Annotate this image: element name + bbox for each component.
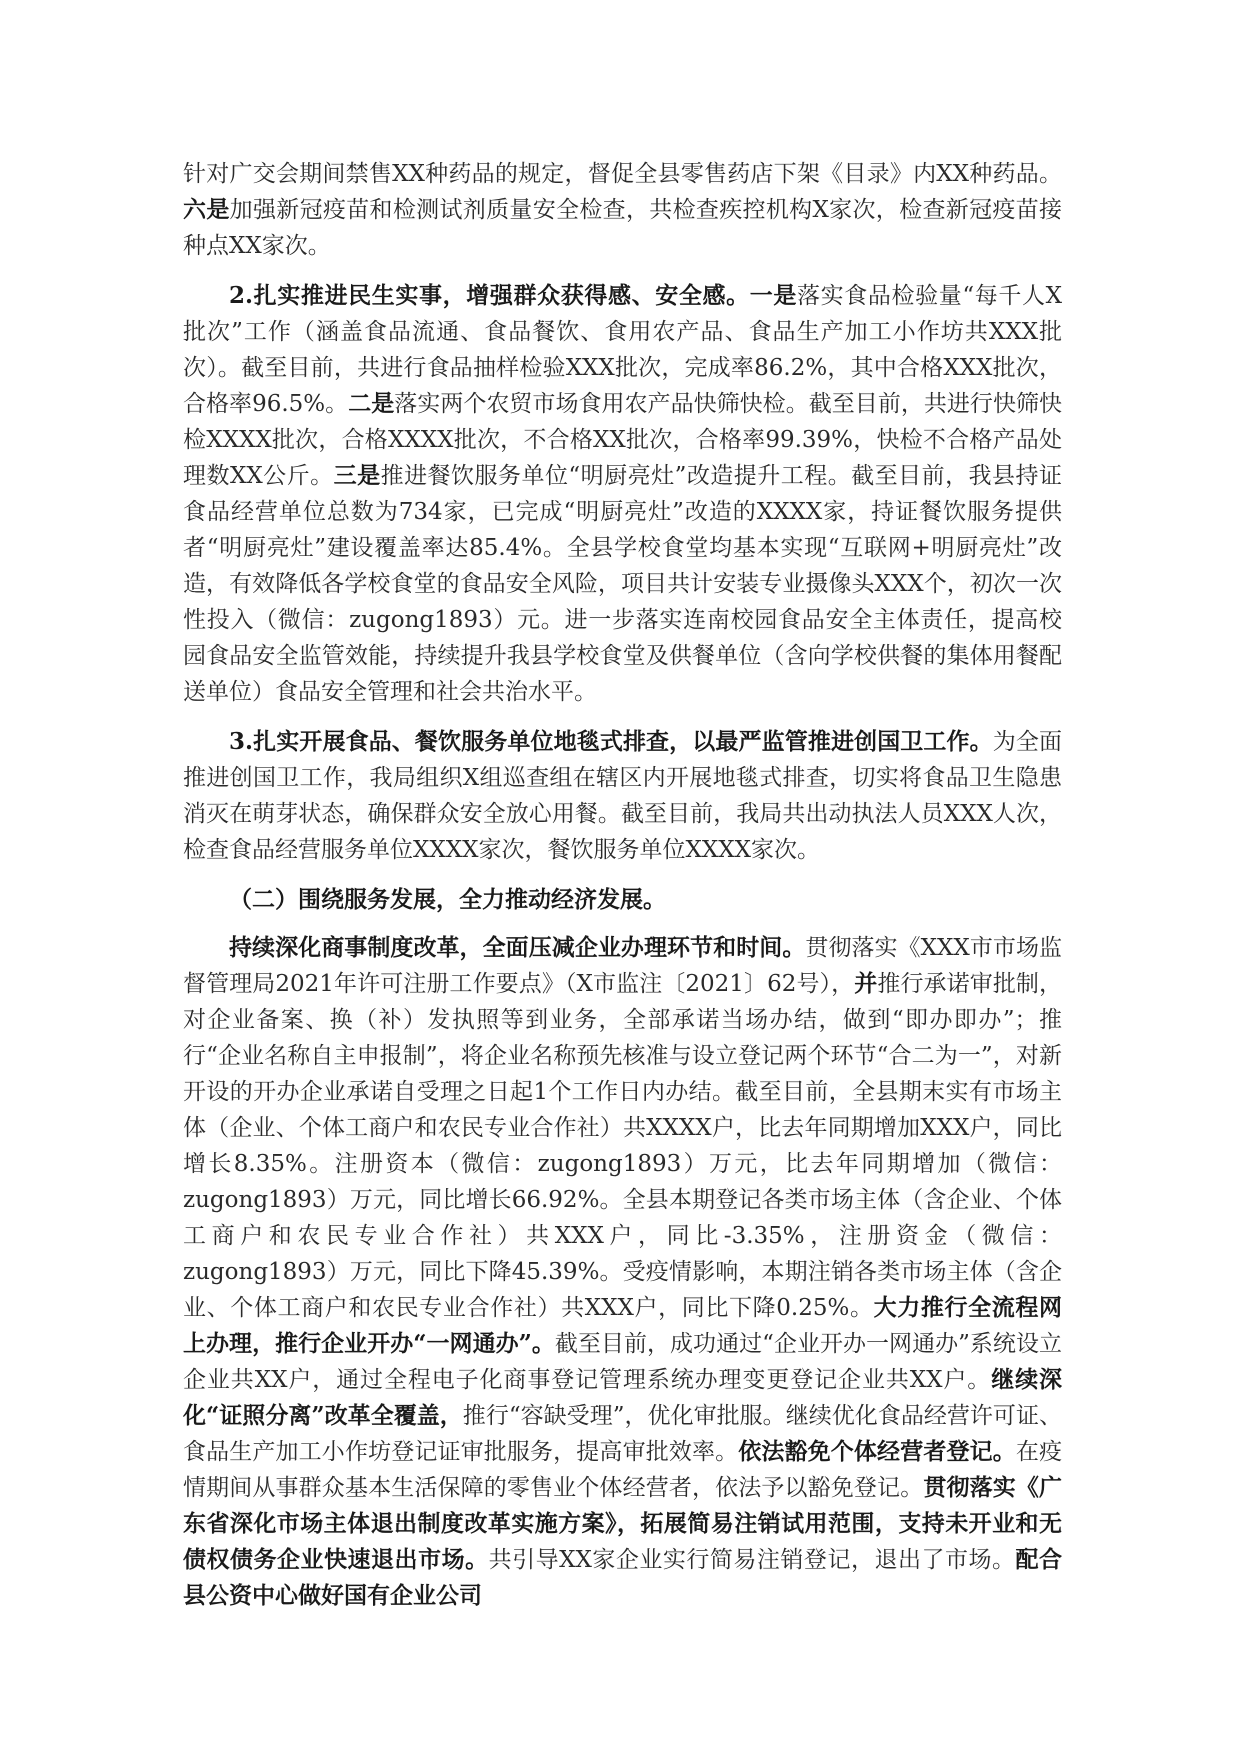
bold-lead: 贯彻落实《广东省深化市场主体退出制度改革实施方案》，拓展简易注销试用范围，支持未开业和无债权债务企业快速退出市场。 xyxy=(183,1474,1063,1573)
text: 针对广交会期间禁售XX种药品的规定，督促全县零售药店下架《目录》内XX种药品。 xyxy=(183,161,1062,187)
paragraph-heading: 2.扎实推进民生实事，增强群众获得感、安全感。 xyxy=(229,282,750,309)
text: 共引导XX家企业实行简易注销登记，退出了市场。 xyxy=(488,1547,1016,1573)
bold-lead: 配合县公资中心做好国有企业公司 xyxy=(183,1546,1063,1609)
paragraph-heading: 3.扎实开展食品、餐饮服务单位地毯式排查，以最严监管推进创国卫工作。 xyxy=(229,728,993,755)
text: 落实两个农贸市场食用农产品快筛快检。截至目前，共进行快筛快检XXXX批次，合格XXXX批次，不合格XX批次，合格率99.39%，快检不合格产品处理数XX公斤。 xyxy=(183,391,1063,489)
paragraph-inspection xyxy=(183,724,1062,868)
bold-marker: 六是 xyxy=(183,196,230,223)
bold-lead: 继续深化“证照分离”改革全覆盖， xyxy=(183,1366,1063,1429)
text: 推行承诺审批制，对企业备案、换（补）发执照等到业务，全部承诺当场办结，做到“即办即办”；推行“企业名称自主申报制”，将企业名称预先核准与设立登记两个环节“合二为一”，对新开设的开办企业承诺自受理之日起1个工作日内办结。截至目前，全县期末实有市场主体（企业、个体工商户和农民专业合作社）共XXXX户，比去年同期增加XXX户，同比增长8.35%。注册资本（微信：zugong1893）万元，比去年同期增加（微信：zugong1893）万元，同比增长66.92%。全县本期登记各类市场主体（含企业、个体工商户和农民专业合作社）共XXX户，同比-3.35%，注册资金（微信：zugong1893）万元，同比下降45.39%。受疫情影响，本期注销各类市场主体（含企业、个体工商户和农民专业合作社）共XXX户，同比下降0.25%。 xyxy=(183,971,1062,1321)
paragraph-livelihood xyxy=(183,278,1062,710)
text: 落实食品检验量“每千人X批次”工作（涵盖食品流通、食品餐饮、食用农产品、食品生产加工小作坊共XXX批次）。截至目前，共进行食品抽样检验XXX批次，完成率86.2%，其中合格XXX批次，合格率96.5%。 xyxy=(183,283,1062,417)
bold-marker: 三是 xyxy=(333,462,381,489)
bold-marker: 一是 xyxy=(749,282,797,309)
bold-lead: 持续深化商事制度改革，全面压减企业办理环节和时间。 xyxy=(229,934,806,961)
text: 推行“容缺受理”，优化审批服。继续优化食品经营许可证、食品生产加工小作坊登记证审批服务，提高审批效率。 xyxy=(183,1403,1062,1465)
text: 在疫情期间从事群众基本生活保障的零售业个体经营者，依法予以豁免登记。 xyxy=(183,1439,1063,1501)
bold-lead: 依法豁免个体经营者登记。 xyxy=(738,1438,1016,1465)
text: 截至目前，成功通过“企业开办一网通办”系统设立企业共XX户，通过全程电子化商事登记管理系统办理变更登记企业共XX户。 xyxy=(183,1331,1062,1393)
text: 贯彻落实《XXX市市场监督管理局2021年许可注册工作要点》（X市监注〔2021〕62号）， xyxy=(183,935,1063,997)
paragraph-drug-inspection xyxy=(183,156,1062,264)
bold-marker: 并 xyxy=(854,970,878,997)
text: 推进餐饮服务单位“明厨亮灶”改造提升工程。截至目前，我县持证食品经营单位总数为734家，已完成“明厨亮灶”改造的XXXX家，持证餐饮服务提供者“明厨亮灶”建设覆盖率达85.4%。全县学校食堂均基本实现“互联网+明厨亮灶”改造，有效降低各学校食堂的食品安全风险，项目共计安装专业摄像头XXX个，初次一次性投入（微信：zugong1893）元。进一步落实连南校园食品安全主体责任，提高校园食品安全监管效能，持续提升我县学校食堂及供餐单位（含向学校供餐的集体用餐配送单位）食品安全管理和社会共治水平。 xyxy=(183,463,1062,705)
text: 加强新冠疫苗和检测试剂质量安全检查，共检查疾控机构X家次，检查新冠疫苗接种点XX家次。 xyxy=(183,197,1063,259)
text: 为全面推进创国卫工作，我局组织X组巡查组在辖区内开展地毯式排查，切实将食品卫生隐患消灭在萌芽状态，确保群众安全放心用餐。截至目前，我局共出动执法人员XXX人次，检查食品经营服务单位XXXX家次，餐饮服务单位XXXX家次。 xyxy=(183,729,1063,863)
bold-marker: 二是 xyxy=(348,390,395,417)
section-heading: （二）围绕服务发展，全力推动经济发展。 xyxy=(229,886,666,913)
document-body xyxy=(183,156,1062,1614)
paragraph-business-reform xyxy=(183,930,1062,1614)
bold-lead: 大力推行全流程网上办理，推行企业开办“一网通办”。 xyxy=(183,1294,1063,1357)
